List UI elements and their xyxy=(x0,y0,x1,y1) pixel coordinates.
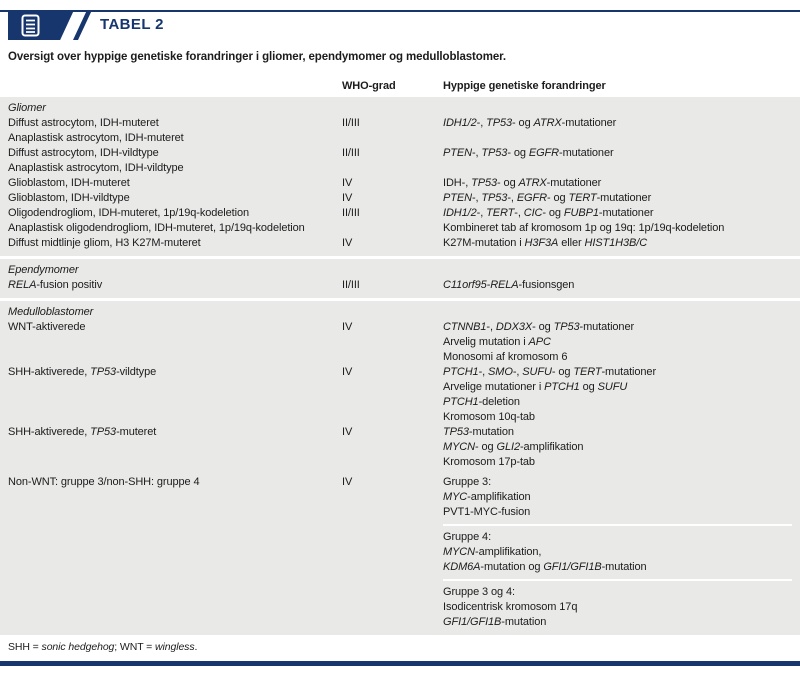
cell-genetic-changes: Arvelige mutationer i PTCH1 og SUFU xyxy=(443,381,628,393)
gene-name: TP53 xyxy=(481,147,508,159)
cell-genetic-changes: MYC-amplifikation xyxy=(443,491,531,503)
table-section-medulloblastomer xyxy=(0,301,800,635)
cell-genetic-changes: Isodicentrisk kromosom 17q xyxy=(443,601,578,613)
cell-who-grad: II/III xyxy=(342,117,360,129)
cell-who-grad: IV xyxy=(342,366,353,378)
table-row xyxy=(0,320,800,335)
cell-who-grad xyxy=(342,221,443,236)
gene-name: MYCN xyxy=(443,441,475,453)
table-row xyxy=(0,335,800,350)
table-row xyxy=(0,530,800,545)
table-section-ependymomer xyxy=(0,259,800,298)
gene-name: IDH1/2 xyxy=(443,117,477,129)
gene-name: TERT xyxy=(486,207,515,219)
cell-entity: Oligodendrogliom, IDH-muteret, 1p/19q-kodeletion xyxy=(8,207,249,219)
cell-entity: Diffust astrocytom, IDH-vildtype xyxy=(8,147,159,159)
cell-who-grad: IV xyxy=(342,177,353,189)
table-row xyxy=(0,116,800,131)
cell-entity: Anaplastisk oligodendrogliom, IDH-muteret, 1p/19q-kodeletion xyxy=(8,222,305,234)
section-header-row xyxy=(0,305,800,320)
table-row xyxy=(0,161,800,176)
table-row xyxy=(0,410,800,425)
section-header: Medulloblastomer xyxy=(8,306,94,318)
table-body xyxy=(0,97,800,638)
cell-genetic-changes: CTNNB1-, DDX3X- og TP53-mutationer xyxy=(443,321,635,333)
cell-entity: SHH-aktiverede, TP53-muteret xyxy=(8,426,157,438)
gene-name: TP53 xyxy=(443,426,469,438)
cell-genetic-changes: PTEN-, TP53- og EGFR-mutationer xyxy=(443,147,614,159)
cell-entity xyxy=(8,530,342,545)
cell-genetic-changes xyxy=(443,161,792,176)
cell-genetic-changes: PTEN-, TP53-, EGFR- og TERT-mutationer xyxy=(443,192,652,204)
gene-name: GLI2 xyxy=(496,441,520,453)
cell-entity: WNT-aktiverede xyxy=(8,321,86,333)
cell-who-grad xyxy=(342,600,443,615)
cell-genetic-changes: PVT1-MYC-fusion xyxy=(443,506,531,518)
cell-entity xyxy=(8,585,342,600)
cell-who-grad xyxy=(342,545,443,560)
cell-who-grad xyxy=(342,395,443,410)
footnote: SHH = sonic hedgehog; WNT = wingless. xyxy=(8,641,198,653)
cell-entity: Anaplastisk astrocytom, IDH-muteret xyxy=(8,132,184,144)
cell-who-grad xyxy=(342,350,443,365)
gene-name: IDH1/2 xyxy=(443,207,477,219)
gene-name: ATRX xyxy=(533,117,562,129)
table-row xyxy=(0,380,800,395)
cell-entity xyxy=(8,490,342,505)
gene-name: TP53 xyxy=(481,192,508,204)
cell-genetic-changes: Gruppe 4: xyxy=(443,531,492,543)
cell-entity xyxy=(8,615,342,630)
gene-name: FUBP1 xyxy=(563,207,599,219)
table-row xyxy=(0,425,800,440)
table-row xyxy=(0,615,800,630)
gene-name: PTCH1 xyxy=(443,366,479,378)
cell-genetic-changes: MYCN- og GLI2-amplifikation xyxy=(443,441,584,453)
cell-entity: RELA-fusion positiv xyxy=(8,279,103,291)
table-row xyxy=(0,131,800,146)
table-row xyxy=(0,206,800,221)
table-row xyxy=(0,455,800,470)
cell-genetic-changes: Gruppe 3: xyxy=(443,476,492,488)
cell-genetic-changes: TP53-mutation xyxy=(443,426,514,438)
cell-who-grad: II/III xyxy=(342,207,360,219)
gene-name: MYCN xyxy=(443,546,475,558)
table-row xyxy=(0,278,800,293)
bottom-rule xyxy=(0,661,800,666)
table-row xyxy=(0,505,800,520)
cell-entity xyxy=(8,335,342,350)
cell-genetic-changes: GFI1/GFI1B-mutation xyxy=(443,616,547,628)
gene-name: SUFU xyxy=(522,366,552,378)
cell-entity xyxy=(8,505,342,520)
cell-entity: Diffust astrocytom, IDH-muteret xyxy=(8,117,159,129)
group-separator xyxy=(443,579,792,581)
cell-who-grad: IV xyxy=(342,237,353,249)
gene-name: wingless xyxy=(155,641,195,653)
cell-who-grad xyxy=(342,440,443,455)
table-row xyxy=(0,236,800,251)
table-row xyxy=(0,365,800,380)
cell-genetic-changes xyxy=(443,131,792,146)
cell-who-grad xyxy=(342,380,443,395)
cell-genetic-changes: MYCN-amplifikation, xyxy=(443,546,542,558)
gene-name: MYC xyxy=(443,491,468,503)
gene-name: EGFR xyxy=(516,192,547,204)
cell-who-grad xyxy=(342,560,443,575)
table-title: Oversigt over hyppige genetiske forandringer i gliomer, ependymomer og medulloblastomer. xyxy=(8,51,506,63)
cell-entity xyxy=(8,440,342,455)
table-row xyxy=(0,545,800,560)
cell-genetic-changes: C11orf95-RELA-fusionsgen xyxy=(443,279,575,291)
gene-name: RELA xyxy=(8,279,37,291)
gene-name: PTCH1 xyxy=(443,396,479,408)
cell-entity xyxy=(8,350,342,365)
cell-genetic-changes: IDH1/2-, TP53- og ATRX-mutationer xyxy=(443,117,617,129)
cell-who-grad xyxy=(342,335,443,350)
table-row xyxy=(0,475,800,490)
section-header-row xyxy=(0,263,800,278)
cell-who-grad: II/III xyxy=(342,147,360,159)
cell-who-grad xyxy=(342,615,443,630)
cell-genetic-changes: K27M-mutation i H3F3A eller HIST1H3B/C xyxy=(443,237,648,249)
cell-who-grad: IV xyxy=(342,192,353,204)
gene-name: TP53 xyxy=(90,426,117,438)
gene-name: GFI1/GFI1B xyxy=(543,561,602,573)
table-label: TABEL 2 xyxy=(100,16,164,33)
gene-name: PTCH1 xyxy=(544,381,580,393)
cell-who-grad xyxy=(342,490,443,505)
cell-entity: Diffust midtlinje gliom, H3 K27M-muteret xyxy=(8,237,201,249)
top-rule xyxy=(0,10,800,12)
gene-name: KDM6A xyxy=(443,561,481,573)
table-row xyxy=(0,600,800,615)
cell-genetic-changes: KDM6A-mutation og GFI1/GFI1B-mutation xyxy=(443,561,647,573)
banner-slash-decoration xyxy=(73,10,92,40)
cell-who-grad xyxy=(342,585,443,600)
table-row xyxy=(0,395,800,410)
gene-name: CIC xyxy=(523,207,543,219)
table-row xyxy=(0,490,800,505)
cell-genetic-changes: Arvelig mutation i APC xyxy=(443,336,551,348)
cell-genetic-changes: Kromosom 17p-tab xyxy=(443,456,535,468)
gene-name: TP53 xyxy=(553,321,580,333)
cell-genetic-changes: Monosomi af kromosom 6 xyxy=(443,351,568,363)
cell-who-grad: II/III xyxy=(342,279,360,291)
gene-name: TERT xyxy=(568,192,597,204)
cell-who-grad xyxy=(342,131,443,146)
gene-name: TP53 xyxy=(90,366,117,378)
cell-entity xyxy=(8,600,342,615)
cell-entity: Non-WNT: gruppe 3/non-SHH: gruppe 4 xyxy=(8,476,200,488)
gene-name: ATRX xyxy=(518,177,547,189)
document-lines-icon xyxy=(21,14,40,37)
table-row xyxy=(0,191,800,206)
cell-who-grad: IV xyxy=(342,426,353,438)
gene-name: SUFU xyxy=(597,381,628,393)
table-row xyxy=(0,221,800,236)
table-banner xyxy=(8,10,74,40)
gene-name: H3F3A xyxy=(524,237,559,249)
section-header: Gliomer xyxy=(8,102,46,114)
table-row xyxy=(0,146,800,161)
cell-genetic-changes: Kombineret tab af kromosom 1p og 19q: 1p/19q-kodeletion xyxy=(443,222,725,234)
table-row xyxy=(0,350,800,365)
gene-name: DDX3X xyxy=(495,321,533,333)
gene-name: HIST1H3B/C xyxy=(584,237,648,249)
cell-genetic-changes: PTCH1-, SMO-, SUFU- og TERT-mutationer xyxy=(443,366,657,378)
cell-genetic-changes: Gruppe 3 og 4: xyxy=(443,586,515,598)
cell-who-grad xyxy=(342,455,443,470)
table-row xyxy=(0,176,800,191)
table-row xyxy=(0,560,800,575)
gene-name: PTEN xyxy=(443,192,472,204)
cell-entity xyxy=(8,380,342,395)
gene-name: sonic hedgehog xyxy=(41,641,115,653)
column-header-spacer xyxy=(8,79,342,94)
table-section-gliomer xyxy=(0,97,800,256)
gene-name: EGFR xyxy=(528,147,559,159)
section-header: Ependymomer xyxy=(8,264,79,276)
cell-entity xyxy=(8,395,342,410)
cell-genetic-changes: PTCH1-deletion xyxy=(443,396,520,408)
cell-genetic-changes: IDH1/2-, TERT-, CIC- og FUBP1-mutationer xyxy=(443,207,654,219)
table-row xyxy=(0,440,800,455)
gene-name: TP53 xyxy=(486,117,513,129)
column-header-who-grad: WHO-grad xyxy=(342,80,396,92)
table-row xyxy=(0,585,800,600)
cell-entity: Glioblastom, IDH-muteret xyxy=(8,177,130,189)
cell-genetic-changes: IDH-, TP53- og ATRX-mutationer xyxy=(443,177,602,189)
cell-who-grad xyxy=(342,505,443,520)
gene-name: PTEN xyxy=(443,147,472,159)
cell-who-grad xyxy=(342,410,443,425)
gene-name: CTNNB1 xyxy=(443,321,487,333)
gene-name: TP53 xyxy=(471,177,498,189)
column-header-changes: Hyppige genetiske forandringer xyxy=(443,80,606,92)
section-header-row xyxy=(0,101,800,116)
cell-who-grad xyxy=(342,161,443,176)
cell-who-grad: IV xyxy=(342,321,353,333)
group-separator xyxy=(443,524,792,526)
cell-who-grad: IV xyxy=(342,476,353,488)
cell-entity: Anaplastisk astrocytom, IDH-vildtype xyxy=(8,162,184,174)
cell-entity: SHH-aktiverede, TP53-vildtype xyxy=(8,366,157,378)
cell-entity xyxy=(8,560,342,575)
gene-name: C11orf95-RELA xyxy=(443,279,519,291)
cell-entity xyxy=(8,455,342,470)
cell-genetic-changes: Kromosom 10q-tab xyxy=(443,411,535,423)
cell-who-grad xyxy=(342,530,443,545)
table-header-row xyxy=(0,79,800,94)
cell-entity xyxy=(8,545,342,560)
cell-entity xyxy=(8,410,342,425)
gene-name: APC xyxy=(528,336,551,348)
cell-entity: Glioblastom, IDH-vildtype xyxy=(8,192,130,204)
gene-name: TERT xyxy=(573,366,602,378)
gene-name: GFI1/GFI1B xyxy=(443,616,502,628)
gene-name: SMO xyxy=(488,366,513,378)
